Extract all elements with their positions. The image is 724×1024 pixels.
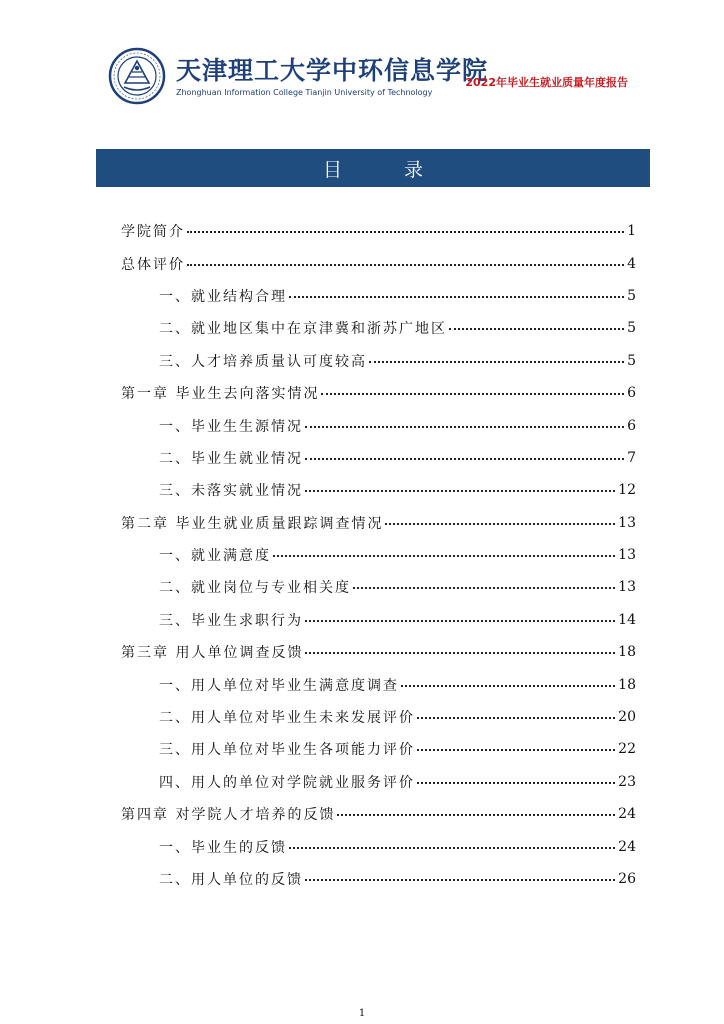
- toc-dot-leader: [305, 490, 615, 492]
- toc-dot-leader: [417, 782, 615, 784]
- toc-entry-page: 13: [618, 579, 636, 596]
- toc-entry-page: 5: [627, 287, 636, 304]
- page-number: 1: [358, 1008, 366, 1019]
- toc-entry-label: 第二章 毕业生就业质量跟踪调查情况: [121, 515, 384, 532]
- toc-entry-page: 6: [627, 385, 636, 402]
- toc-entry-page: 4: [627, 255, 636, 272]
- toc-entry-page: 22: [618, 741, 636, 758]
- toc-entry-page: 23: [618, 773, 636, 790]
- toc-entry-label: 学院简介: [121, 224, 185, 241]
- toc-dot-leader: [385, 523, 615, 525]
- toc-entry-label: 一、就业满意度: [159, 548, 271, 565]
- toc-entry[interactable]: [121, 604, 636, 636]
- toc-entry-page: 26: [618, 871, 636, 887]
- toc-dot-leader: [369, 361, 624, 363]
- table-of-contents: [121, 215, 636, 895]
- toc-entry[interactable]: [121, 636, 636, 668]
- toc-entry-label: 二、用人单位对毕业生未来发展评价: [159, 710, 415, 727]
- toc-entry[interactable]: [121, 442, 636, 474]
- toc-entry-page: 14: [618, 611, 636, 628]
- toc-dot-leader: [187, 231, 624, 233]
- toc-entry[interactable]: [121, 863, 636, 895]
- toc-dot-leader: [417, 749, 615, 751]
- school-name-en: Zhonghuan Information College Tianjin University of Technology: [176, 88, 433, 97]
- toc-entry-label: 第一章 毕业生去向落实情况: [121, 386, 320, 403]
- toc-entry[interactable]: [121, 798, 636, 830]
- toc-dot-leader: [305, 879, 615, 881]
- toc-dot-leader: [289, 296, 624, 298]
- toc-entry[interactable]: [121, 312, 636, 344]
- toc-entry[interactable]: [121, 377, 636, 409]
- page-header: [108, 47, 628, 107]
- toc-entry[interactable]: [121, 247, 636, 279]
- toc-dot-leader: [305, 458, 624, 460]
- toc-dot-leader: [305, 620, 615, 622]
- toc-entry-label: 三、用人单位对毕业生各项能力评价: [159, 742, 415, 759]
- toc-entry[interactable]: [121, 668, 636, 700]
- toc-title-banner: [96, 149, 650, 187]
- toc-entry[interactable]: [121, 830, 636, 862]
- toc-entry-label: 一、用人单位对毕业生满意度调查: [159, 677, 399, 694]
- toc-entry[interactable]: [121, 280, 636, 312]
- school-seal-icon: [108, 47, 166, 105]
- toc-dot-leader: [417, 717, 615, 719]
- toc-entry[interactable]: [121, 345, 636, 377]
- toc-entry-page: 5: [627, 320, 636, 337]
- toc-dot-leader: [401, 685, 615, 687]
- toc-dot-leader: [321, 393, 624, 395]
- toc-entry[interactable]: [121, 766, 636, 798]
- toc-entry-label: 第四章 对学院人才培养的反馈: [121, 807, 336, 824]
- toc-entry-label: 一、毕业生的反馈: [159, 839, 287, 856]
- toc-entry[interactable]: [121, 474, 636, 506]
- toc-entry[interactable]: [121, 215, 636, 247]
- toc-entry-label: 三、毕业生求职行为: [159, 612, 303, 629]
- toc-entry-page: 20: [618, 709, 636, 726]
- toc-title: 目 录: [322, 158, 452, 181]
- toc-entry-label: 一、就业结构合理: [159, 288, 287, 305]
- toc-dot-leader: [305, 426, 624, 428]
- school-name-cn: 天津理工大学中环信息学院: [176, 56, 489, 85]
- report-title: 2022年毕业生就业质量年度报告: [465, 76, 628, 89]
- toc-entry-page: 18: [618, 676, 636, 693]
- toc-entry-label: 三、人才培养质量认可度较高: [159, 353, 367, 370]
- toc-entry-page: 18: [618, 644, 636, 661]
- toc-entry[interactable]: [121, 701, 636, 733]
- toc-dot-leader: [337, 814, 615, 816]
- toc-entry-page: 24: [618, 838, 636, 855]
- toc-entry-label: 二、就业岗位与专业相关度: [159, 580, 351, 597]
- toc-entry-label: 一、毕业生生源情况: [159, 418, 303, 435]
- toc-dot-leader: [289, 847, 615, 849]
- toc-entry-label: 总体评价: [121, 256, 185, 273]
- toc-entry-page: 5: [627, 352, 636, 369]
- toc-entry-page: 1: [627, 223, 636, 240]
- toc-entry[interactable]: [121, 571, 636, 603]
- toc-entry[interactable]: [121, 539, 636, 571]
- toc-dot-leader: [273, 555, 615, 557]
- toc-entry-page: 24: [618, 806, 636, 823]
- toc-entry[interactable]: [121, 507, 636, 539]
- toc-dot-leader: [187, 264, 624, 266]
- toc-entry-page: 13: [618, 514, 636, 531]
- toc-entry-label: 四、用人的单位对学院就业服务评价: [159, 774, 415, 791]
- toc-dot-leader: [449, 328, 624, 330]
- toc-entry-page: 13: [618, 547, 636, 564]
- toc-entry[interactable]: [121, 409, 636, 441]
- toc-entry-page: 6: [627, 417, 636, 434]
- toc-entry-page: 7: [627, 449, 636, 466]
- toc-entry-label: 二、毕业生就业情况: [159, 450, 303, 467]
- toc-entry-label: 二、用人单位的反馈: [159, 872, 303, 888]
- toc-entry-label: 二、就业地区集中在京津冀和浙苏广地区: [159, 321, 447, 338]
- toc-entry-label: 三、未落实就业情况: [159, 483, 303, 500]
- toc-entry[interactable]: [121, 733, 636, 765]
- toc-entry-page: 12: [618, 482, 636, 499]
- toc-entry-label: 第三章 用人单位调查反馈: [121, 645, 304, 662]
- toc-dot-leader: [305, 652, 615, 654]
- toc-dot-leader: [353, 587, 615, 589]
